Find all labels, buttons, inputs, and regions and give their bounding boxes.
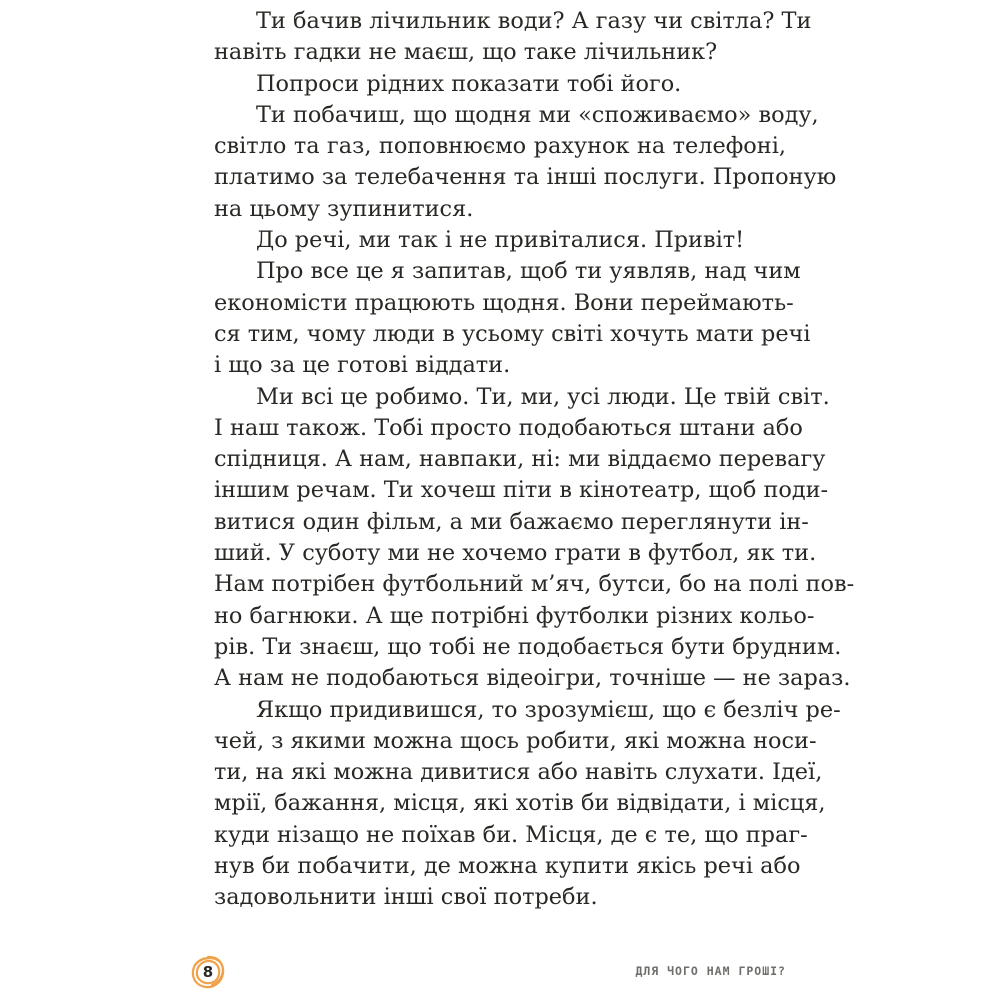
text-line: чей, з якими можна щось робити, які можна носи-: [214, 727, 817, 754]
text-line: До речі, ми так і не привіталися. Привіт!: [256, 227, 745, 254]
text-line: Ти побачиш, що щодня ми «споживаємо» воду,: [256, 101, 819, 128]
text-line: і що за це готові віддати.: [214, 352, 511, 379]
text-line: но багнюки. А ще потрібні футболки різних кольо-: [214, 602, 815, 629]
text-line: Попроси рідних показати тобі його.: [256, 70, 682, 97]
text-line: Якщо придивишся, то зрозумієш, що є безліч ре-: [256, 696, 841, 723]
text-line: ти, на які можна дивитися або навіть слухати. Ідеї,: [214, 759, 823, 786]
text-line: Ти бачив лічильник води? А газу чи світла? Ти: [256, 8, 812, 34]
text-line: на цьому зупинитися.: [214, 195, 474, 222]
running-title: ДЛЯ ЧОГО НАМ ГРОШІ?: [635, 964, 786, 978]
text-line: світло та газ, поповнюємо рахунок на телефоні,: [214, 133, 786, 160]
text-line: рів. Ти знаєш, що тобі не подобається бути брудним.: [214, 633, 842, 660]
text-line: Про все це я запитав, щоб ти уявляв, над чим: [256, 258, 801, 285]
text-line: економісти працюють щодня. Вони переймають-: [214, 289, 794, 316]
paragraph: [214, 69, 786, 100]
text-line: задовольнити інші свої потреби.: [214, 884, 598, 911]
paragraph: [214, 382, 855, 695]
text-line: іншим речам. Ти хочеш піти в кінотеатр, щоб поди-: [214, 477, 829, 504]
text-line: мрії, бажання, місця, які хотів би відвідати, і місця,: [214, 790, 826, 817]
text-line: Ми всі це робимо. Ти, ми, усі люди. Це твій світ.: [256, 383, 830, 410]
text-line: куди нізащо не поїхав би. Місця, де є те, що праг-: [214, 821, 808, 848]
text-line: А нам не подобаються відеоігри, точніше — не зараз.: [214, 665, 851, 692]
text-line: платимо за телебачення та інші послуги. Пропоную: [214, 164, 837, 191]
paragraph: [214, 256, 811, 381]
paragraph: [214, 6, 812, 69]
paragraph: [214, 100, 837, 225]
text-line: спідниця. А нам, навпаки, ні: ми віддаємо перевагу: [214, 446, 826, 473]
text-line: І наш також. Тобі просто подобаються штани або: [214, 414, 803, 441]
page-number: 8: [202, 963, 214, 981]
text-line: навіть гадки не маєш, що таке лічильник?: [214, 39, 718, 66]
body-text: [214, 6, 855, 914]
text-line: Нам потрібен футбольний м’яч, бутси, бо на полі пов-: [214, 571, 855, 598]
text-line: витися один фільм, а ми бажаємо переглянути ін-: [214, 508, 809, 535]
text-line: ся тим, чому люди в усьому світі хочуть мати речі: [214, 320, 811, 347]
text-line: ший. У суботу ми не хочемо грати в футбол, як ти.: [214, 540, 817, 567]
page-number-badge: [188, 952, 228, 992]
paragraph: [214, 225, 786, 256]
paragraph: [214, 695, 841, 914]
text-line: нув би побачити, де можна купити якісь речі або: [214, 853, 801, 880]
